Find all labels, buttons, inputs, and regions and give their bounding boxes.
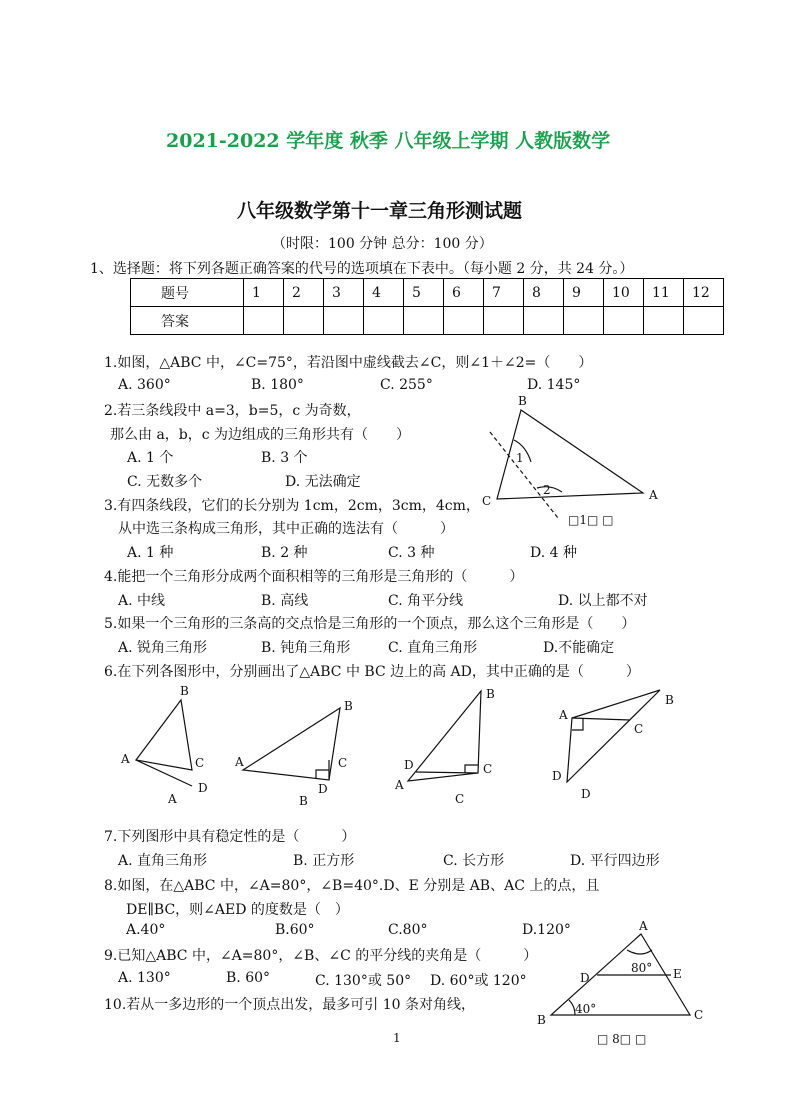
question-number-cell: 11 — [644, 279, 684, 307]
q4-option-b: B. 高线 — [261, 593, 309, 609]
q3-option-c: C. 3 种 — [388, 545, 435, 561]
fig1-label-b: B — [518, 394, 527, 408]
q2-option-c: C. 无数多个 — [127, 474, 203, 490]
fig8-label-b: B — [537, 1013, 546, 1027]
fig8-label-c: C — [694, 1008, 704, 1022]
question-number-cell: 9 — [564, 279, 604, 307]
fig1-angle-1: 1 — [516, 451, 524, 465]
question-number-cell: 4 — [364, 279, 404, 307]
q4-stem: 4.能把一个三角形分成两个面积相等的三角形是三角形的（ ） — [104, 569, 524, 585]
question-number-cell: 8 — [524, 279, 564, 307]
q2-option-d: D. 无法确定 — [285, 474, 361, 490]
question-number-cell: 12 — [684, 279, 724, 307]
fig6d-label-d: D — [552, 769, 562, 783]
q9-option-d: D. 60°或 120° — [430, 973, 527, 989]
q10-stem: 10.若从一多边形的一个顶点出发，最多可引 10 条对角线， — [104, 997, 475, 1013]
q2-stem-line1: 2.若三条线段中 a=3，b=5，c 为奇数， — [104, 403, 361, 419]
fig6a-label-c: C — [195, 756, 205, 770]
q1-option-a: A. 360° — [118, 377, 171, 393]
page-title: 八年级数学第十一章三角形测试题 — [237, 200, 523, 222]
q9-option-a: A. 130° — [118, 970, 171, 986]
fig6c-label-a: A — [395, 778, 404, 792]
q4-option-c: C. 角平分线 — [388, 593, 464, 609]
q5-option-a: A. 锐角三角形 — [118, 640, 208, 656]
q3-stem-line1: 3.有四条线段，它们的长分别为 1cm，2cm，3cm，4cm， — [104, 498, 480, 514]
fig6c-label-c: C — [483, 762, 493, 776]
figure-6-option-c — [408, 691, 481, 781]
fig8-label-d: D — [580, 971, 590, 985]
q7-option-d: D. 平行四边形 — [570, 853, 660, 869]
exam-info: （时限：100 分钟 总分：100 分） — [272, 236, 493, 252]
fig6a-label-d: D — [198, 781, 208, 795]
q2-option-b: B. 3 个 — [261, 450, 308, 466]
fig6b-label-b2: B — [299, 794, 308, 808]
q3-option-d: D. 4 种 — [530, 545, 577, 561]
q3-stem-line2: 从中选三条构成三角形，其中正确的选法有（ ） — [118, 521, 454, 537]
fig6b-label-d: D — [318, 782, 328, 796]
q5-option-d: D.不能确定 — [543, 640, 615, 656]
figure-1-triangle — [490, 410, 643, 518]
fig6c-label-c2: C — [455, 792, 465, 806]
fig8-label-e: E — [673, 967, 682, 981]
fig6d-label-d2: D — [581, 787, 591, 801]
question-number-cell: 5 — [404, 279, 444, 307]
q7-option-b: B. 正方形 — [293, 853, 355, 869]
q2-stem-line2: 那么由 a，b，c 为边组成的三角形共有（ ） — [110, 427, 411, 443]
fig6b-label-a: A — [235, 755, 244, 769]
q7-stem: 7.下列图形中具有稳定性的是（ ） — [104, 829, 356, 845]
q3-option-a: A. 1 种 — [127, 545, 174, 561]
figure-6-option-d — [567, 690, 660, 782]
q8-option-c: C.80° — [388, 922, 428, 938]
fig6b-label-c: C — [338, 756, 348, 770]
fig6c-label-d: D — [404, 758, 414, 772]
q6-stem: 6.在下列各图形中，分别画出了△ABC 中 BC 边上的高 AD，其中正确的是（ ） — [104, 664, 640, 680]
question-number-cell: 10 — [604, 279, 644, 307]
row-label-question-number: 题号 — [131, 279, 244, 307]
row-label-answer: 答案 — [131, 307, 244, 335]
q4-option-d: D. 以上都不对 — [558, 593, 648, 609]
q9-stem: 9.已知△ABC 中，∠A=80°，∠B、∠C 的平分线的夹角是（ ） — [104, 948, 538, 964]
fig1-caption: □1□ □ — [568, 513, 614, 527]
fig6c-label-b: B — [486, 687, 495, 701]
fig1-label-c: C — [482, 494, 492, 508]
fig1-label-a: A — [649, 488, 658, 502]
q1-option-b: B. 180° — [251, 377, 304, 393]
fig8-angle-a: 80° — [631, 961, 653, 975]
q8-option-a: A.40° — [126, 922, 166, 938]
fig6b-label-b: B — [344, 699, 353, 713]
q8-option-b: B.60° — [275, 922, 315, 938]
question-number-cell: 2 — [284, 279, 324, 307]
q3-option-b: B. 2 种 — [261, 545, 308, 561]
q5-option-c: C. 直角三角形 — [388, 640, 478, 656]
q5-stem: 5.如果一个三角形的三条高的交点恰是三角形的一个顶点，那么这个三角形是（ ） — [104, 616, 636, 632]
fig6a-label-b: B — [180, 684, 189, 698]
page-number: 1 — [393, 1031, 401, 1045]
q7-option-c: C. 长方形 — [443, 853, 505, 869]
q7-option-a: A. 直角三角形 — [118, 853, 208, 869]
section-1-instructions: 1、选择题：将下列各题正确答案的代号的选项填在下表中。（每小题 2 分，共 24 分。） — [90, 261, 634, 277]
q5-option-b: B. 钝角三角形 — [261, 640, 351, 656]
q1-option-d: D. 145° — [527, 377, 581, 393]
question-number-cell: 3 — [324, 279, 364, 307]
q1-option-c: C. 255° — [380, 377, 433, 393]
question-number-cell: 7 — [484, 279, 524, 307]
q8-option-d: D.120° — [522, 922, 571, 938]
header-banner: 2021-2022 学年度 秋季 八年级上学期 人教版数学 — [166, 130, 611, 152]
q9-option-c: C. 130°或 50° — [315, 973, 412, 989]
q8-stem-line2: DE∥BC，则∠AED 的度数是（ ） — [126, 902, 349, 918]
figure-6-option-b — [243, 708, 340, 780]
fig6d-label-b: B — [665, 693, 674, 707]
fig6d-label-a: A — [559, 708, 568, 722]
fig6a-label-a2: A — [168, 792, 177, 806]
q4-option-a: A. 中线 — [118, 593, 166, 609]
fig6a-label-a: A — [121, 752, 130, 766]
figure-6-option-a — [136, 700, 192, 786]
fig6d-label-c: C — [634, 722, 644, 736]
q8-stem-line1: 8.如图，在△ABC 中，∠A=80°，∠B=40°.D、E 分别是 AB、AC 上的点，且 — [104, 878, 600, 894]
fig8-angle-b: 40° — [575, 1002, 597, 1016]
q2-option-a: A. 1 个 — [127, 450, 174, 466]
fig8-caption: □ 8□ □ — [597, 1032, 647, 1046]
q9-option-b: B. 60° — [226, 970, 271, 986]
figure-8-triangle — [551, 934, 690, 1015]
question-number-cell: 1 — [244, 279, 284, 307]
question-number-cell: 6 — [444, 279, 484, 307]
fig8-label-a: A — [639, 919, 648, 933]
q1-stem: 1.如图，△ABC 中，∠C=75°，若沿图中虚线截去∠C，则∠1＋∠2=（ ） — [104, 355, 593, 371]
fig1-angle-2: 2 — [543, 483, 551, 497]
